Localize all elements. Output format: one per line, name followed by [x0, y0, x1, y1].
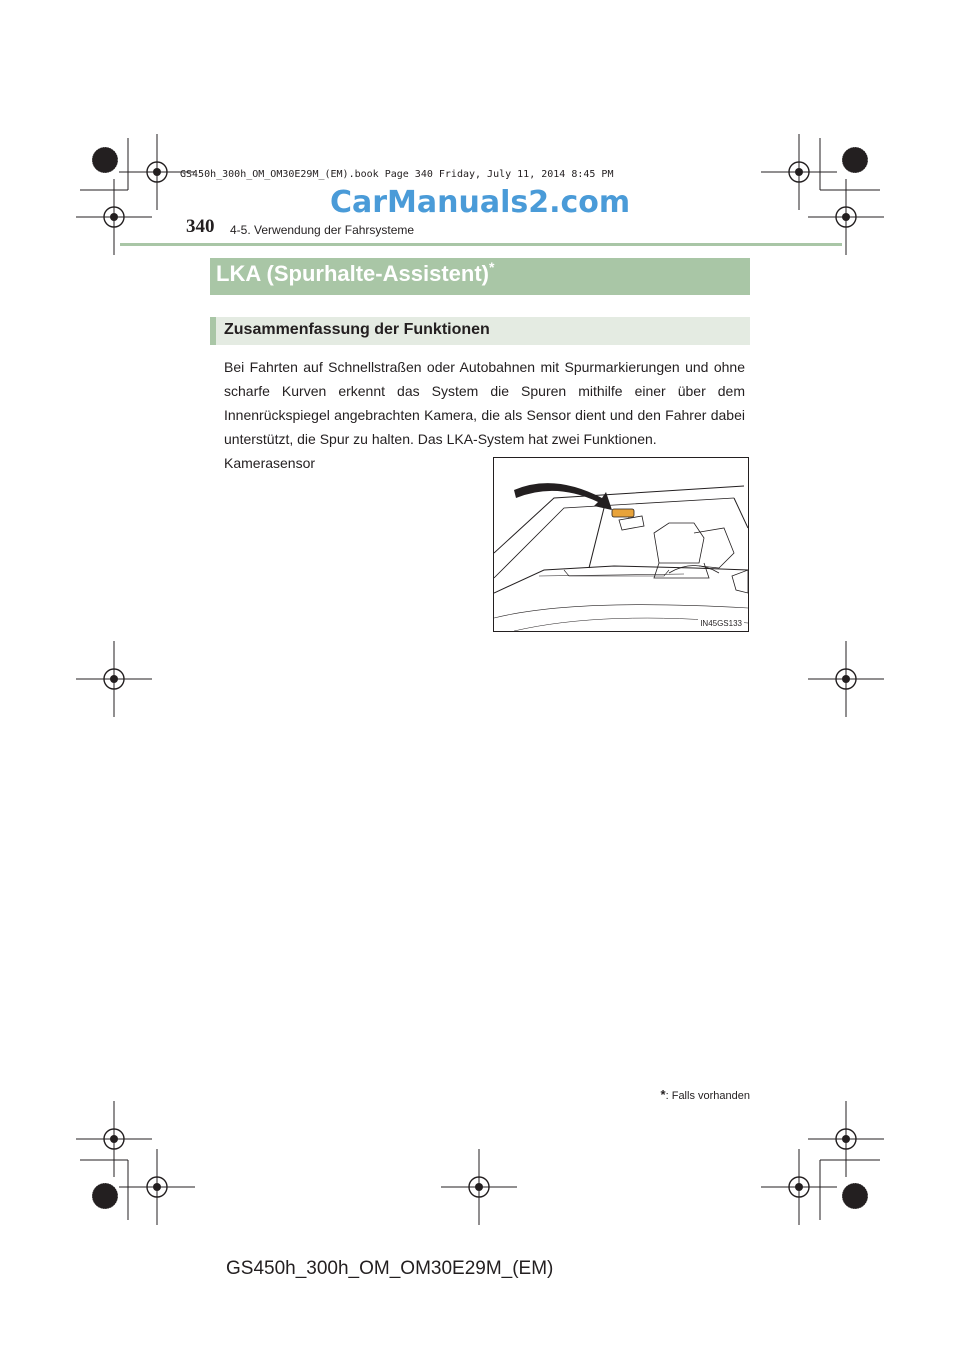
camera-sensor-figure: [493, 457, 749, 632]
registration-crosshair-icon: [441, 1149, 517, 1225]
watermark-link[interactable]: CarManuals2.com: [330, 185, 631, 220]
subheading: Zusammenfassung der Funktionen: [224, 321, 490, 338]
footnote: [661, 1087, 750, 1102]
body-paragraph: Bei Fahrten auf Schnellstraßen oder Autobahnen mit Spurmarkierungen und ohne scharfe Kurven erkennt das System die Spuren mithilfe einer über dem Innenrückspiegel angebrachten Kamera, die als Sensor dient und den Fahrer dabei unterstützt, die Spur zu halten. Das LKA-System hat zwei Funktionen.: [224, 359, 745, 447]
car-interior-illustration: [494, 458, 748, 631]
section-breadcrumb: 4-5. Verwendung der Fahrsysteme: [230, 223, 415, 237]
page-title-text: LKA (Spurhalte-Assistent): [216, 261, 489, 286]
subheading-accent: [210, 317, 216, 345]
page-number: 340: [186, 216, 215, 237]
title-bar: [210, 258, 750, 295]
registration-starburst-icon: [92, 1183, 118, 1209]
header-rule: [120, 243, 842, 246]
figure-caption: Kamerasensor: [224, 455, 316, 471]
subheading-bar: [210, 317, 750, 345]
registration-crosshair-icon: [761, 134, 837, 210]
registration-crosshair-icon: [808, 641, 884, 717]
page-title: [216, 261, 494, 287]
footnote-asterisk: *: [660, 1087, 666, 1102]
registration-starburst-icon: [92, 147, 118, 173]
document-code: GS450h_300h_OM_OM30E29M_(EM): [226, 1258, 554, 1279]
registration-crosshair-icon: [808, 1101, 884, 1177]
registration-crosshair-icon: [76, 1101, 152, 1177]
figure-code: IN45GS133: [700, 619, 742, 628]
camera-sensor-icon: [612, 509, 634, 517]
registration-starburst-icon: [842, 147, 868, 173]
registration-crosshair-icon: [119, 1149, 195, 1225]
file-info-header: GS450h_300h_OM_OM30E29M_(EM).book Page 340 Friday, July 11, 2014 8:45 PM: [180, 169, 614, 180]
footnote-text: : Falls vorhanden: [665, 1090, 750, 1102]
footnote-mark: *: [488, 259, 495, 275]
registration-crosshair-icon: [76, 641, 152, 717]
registration-starburst-icon: [842, 1183, 868, 1209]
